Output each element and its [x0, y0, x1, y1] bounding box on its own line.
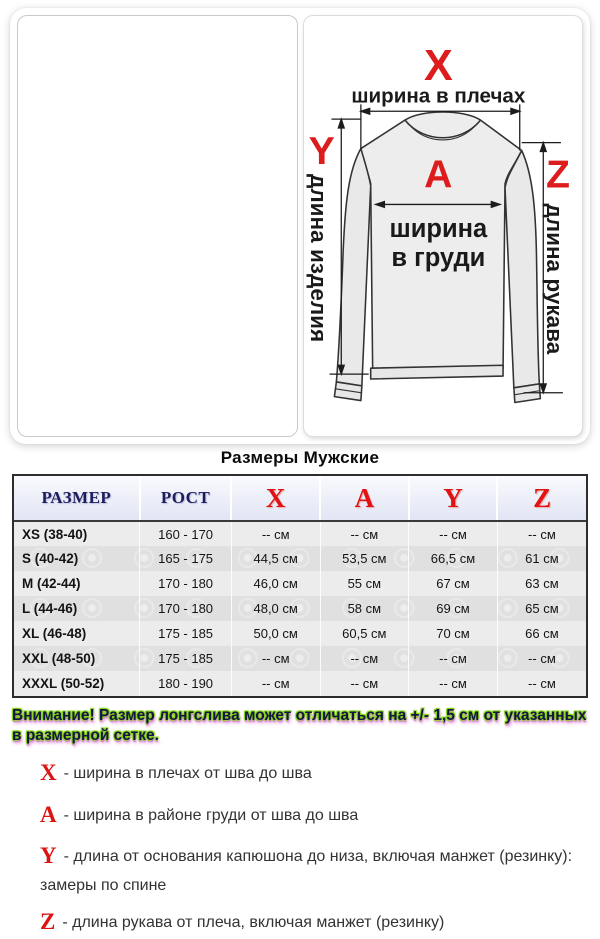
value-cell: 44,5 см [231, 546, 320, 571]
diagram-z-label: длина рукава [541, 203, 567, 355]
value-cell: 63 см [497, 571, 586, 596]
value-cell: 53,5 см [320, 546, 409, 571]
diagram-a-letter: A [423, 152, 453, 197]
value-cell: 60,5 см [320, 621, 409, 646]
table-row [14, 571, 586, 596]
diagram-a-label-line2: в груди [390, 244, 485, 273]
value-cell: 180 - 190 [140, 671, 232, 696]
value-cell: 46,0 см [231, 571, 320, 596]
legend-letter: A [40, 801, 57, 827]
value-cell: 48,0 см [231, 596, 320, 621]
value-cell: 175 - 185 [140, 646, 232, 671]
value-cell: -- см [320, 671, 409, 696]
value-cell: -- см [231, 671, 320, 696]
value-cell: 65 см [497, 596, 586, 621]
legend-letter: Y [40, 843, 57, 869]
col-header-y: Y [409, 476, 498, 521]
diagram-z-letter: Z [545, 152, 570, 197]
legend-letter: Z [40, 908, 56, 934]
table-row [14, 596, 586, 621]
table-row [14, 546, 586, 571]
legend-item [40, 798, 584, 833]
value-cell: -- см [320, 521, 409, 546]
size-cell: M (42-44) [22, 576, 81, 591]
legend-text: - длина рукава от плеча, включая манжет (резинку) [62, 913, 445, 931]
diagram-x-label: ширина в плечах [350, 84, 525, 108]
legend-item [40, 905, 584, 939]
col-header-z: Z [497, 476, 586, 521]
table-row [14, 521, 586, 546]
value-cell: 70 см [409, 621, 498, 646]
value-cell: -- см [497, 521, 586, 546]
left-panel-placeholder [17, 15, 298, 437]
value-cell: 58 см [320, 596, 409, 621]
value-cell: -- см [497, 671, 586, 696]
legend-text: - ширина в плечах от шва до шва [63, 765, 312, 783]
col-header-size: РАЗМЕР [14, 476, 140, 521]
value-cell: 55 см [320, 571, 409, 596]
size-cell: L (44-46) [22, 601, 78, 616]
table-row [14, 671, 586, 696]
size-cell: XXXL (50-52) [22, 676, 105, 691]
size-variance-notice: Внимание! Размер лонгслива может отличаться на +/- 1,5 см от указанных в размерной сетке. [12, 707, 587, 745]
size-cell: XS (38-40) [22, 526, 88, 542]
value-cell: 160 - 170 [140, 521, 232, 546]
value-cell: -- см [231, 521, 320, 546]
size-cell: XL (46-48) [22, 626, 87, 641]
col-header-a: A [320, 476, 409, 521]
table-row [14, 621, 586, 646]
value-cell: 50,0 см [231, 621, 320, 646]
size-table [14, 476, 586, 696]
table-row [14, 646, 586, 671]
diagram-y-letter: Y [308, 129, 335, 174]
hero-card [10, 8, 590, 444]
measurement-legend [40, 756, 584, 939]
legend-text: - длина от основания капюшона до низа, включая манжет (резинку): замеры по спине [40, 848, 573, 894]
value-cell: -- см [409, 646, 498, 671]
col-header-height: РОСТ [140, 476, 232, 521]
value-cell: -- см [231, 646, 320, 671]
diagram-x-letter: X [423, 41, 453, 90]
value-cell: -- см [497, 646, 586, 671]
legend-item [40, 839, 584, 898]
col-header-x: X [231, 476, 320, 521]
value-cell: 165 - 175 [140, 546, 232, 571]
size-cell: XXL (48-50) [22, 651, 96, 666]
value-cell: -- см [409, 521, 498, 546]
page-title: Размеры Мужские [220, 448, 380, 467]
table-header-row [14, 476, 586, 521]
diagram-a-label-line1: ширина [388, 214, 487, 243]
value-cell: -- см [320, 646, 409, 671]
value-cell: 67 см [409, 571, 498, 596]
legend-item [40, 756, 584, 791]
value-cell: 66 см [497, 621, 586, 646]
legend-letter: X [40, 760, 57, 786]
value-cell: 170 - 180 [140, 596, 232, 621]
table-body [14, 521, 586, 696]
value-cell: -- см [409, 671, 498, 696]
value-cell: 175 - 185 [140, 621, 232, 646]
size-table-wrapper [12, 474, 588, 698]
shirt-measurement-diagram [304, 16, 583, 436]
size-diagram-panel [303, 15, 584, 437]
value-cell: 61 см [497, 546, 586, 571]
value-cell: 66,5 см [409, 546, 498, 571]
legend-text: - ширина в районе груди от шва до шва [63, 806, 359, 824]
value-cell: 170 - 180 [140, 571, 232, 596]
value-cell: 69 см [409, 596, 498, 621]
diagram-y-label: длина изделия [305, 174, 331, 343]
size-cell: S (40-42) [22, 551, 79, 566]
